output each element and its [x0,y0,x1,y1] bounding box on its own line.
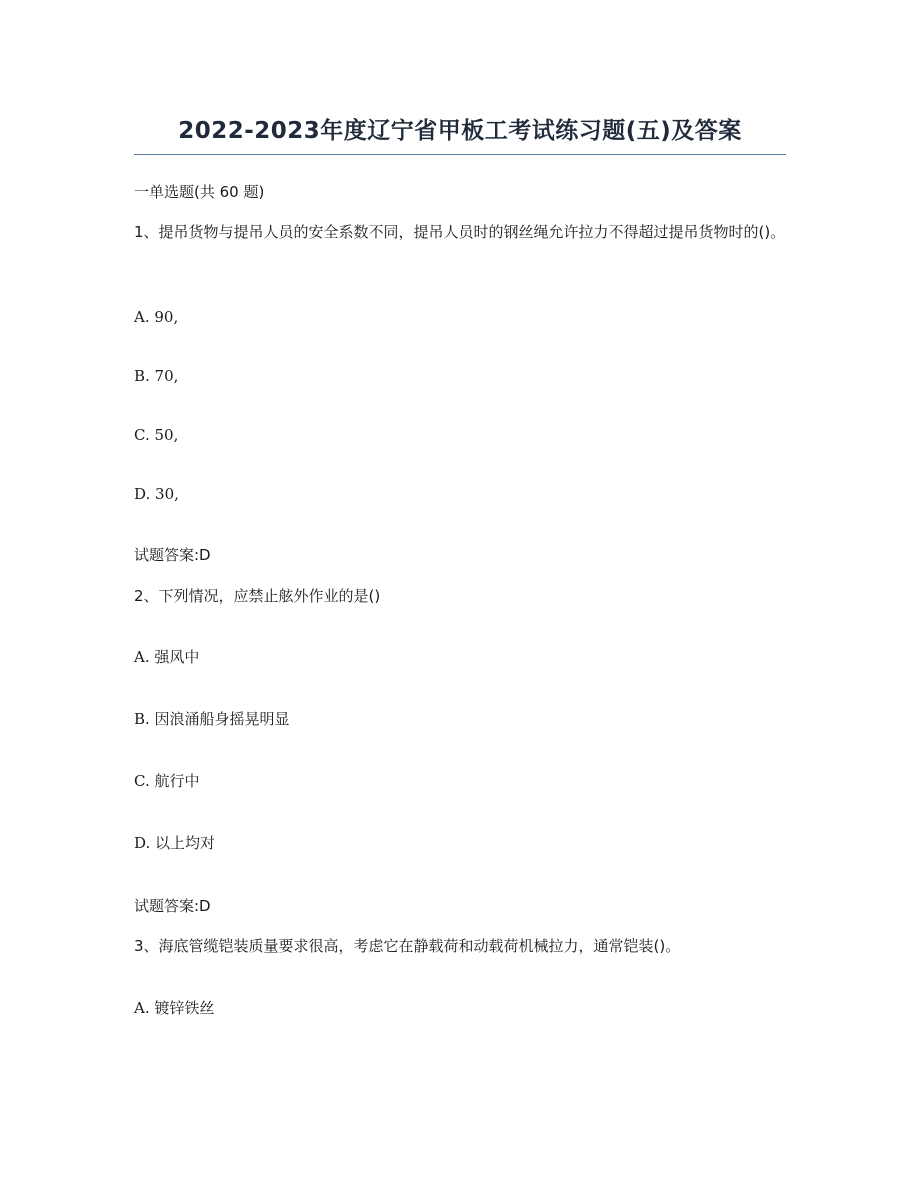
question-2-answer: 试题答案:D [134,897,211,915]
question-3-option-a: A. 镀锌铁丝 [134,999,215,1017]
title-divider [134,154,786,155]
section-heading: 一单选题(共 60 题) [134,183,265,201]
question-2-option-b: B. 因浪涌船身摇晃明显 [134,710,290,728]
document-title: 2022-2023年度辽宁省甲板工考试练习题(五)及答案 [178,118,742,144]
question-1-option-d: D. 30, [134,485,179,503]
question-1-option-c: C. 50, [134,426,179,444]
question-2-option-c: C. 航行中 [134,772,200,790]
question-1-answer: 试题答案:D [134,546,211,564]
question-2-option-d: D. 以上均对 [134,834,216,852]
question-1-text: 1、提吊货物与提吊人员的安全系数不同，提吊人员时的钢丝绳允许拉力不得超过提吊货物时的()。 [134,223,786,241]
question-1-option-a: A. 90, [134,308,179,326]
question-1-option-b: B. 70, [134,367,179,385]
question-3-text: 3、海底管缆铠装质量要求很高，考虑它在静载荷和动载荷机械拉力，通常铠装()。 [134,937,681,955]
question-2-text: 2、下列情况，应禁止舷外作业的是() [134,587,381,605]
question-2-option-a: A. 强风中 [134,648,200,666]
